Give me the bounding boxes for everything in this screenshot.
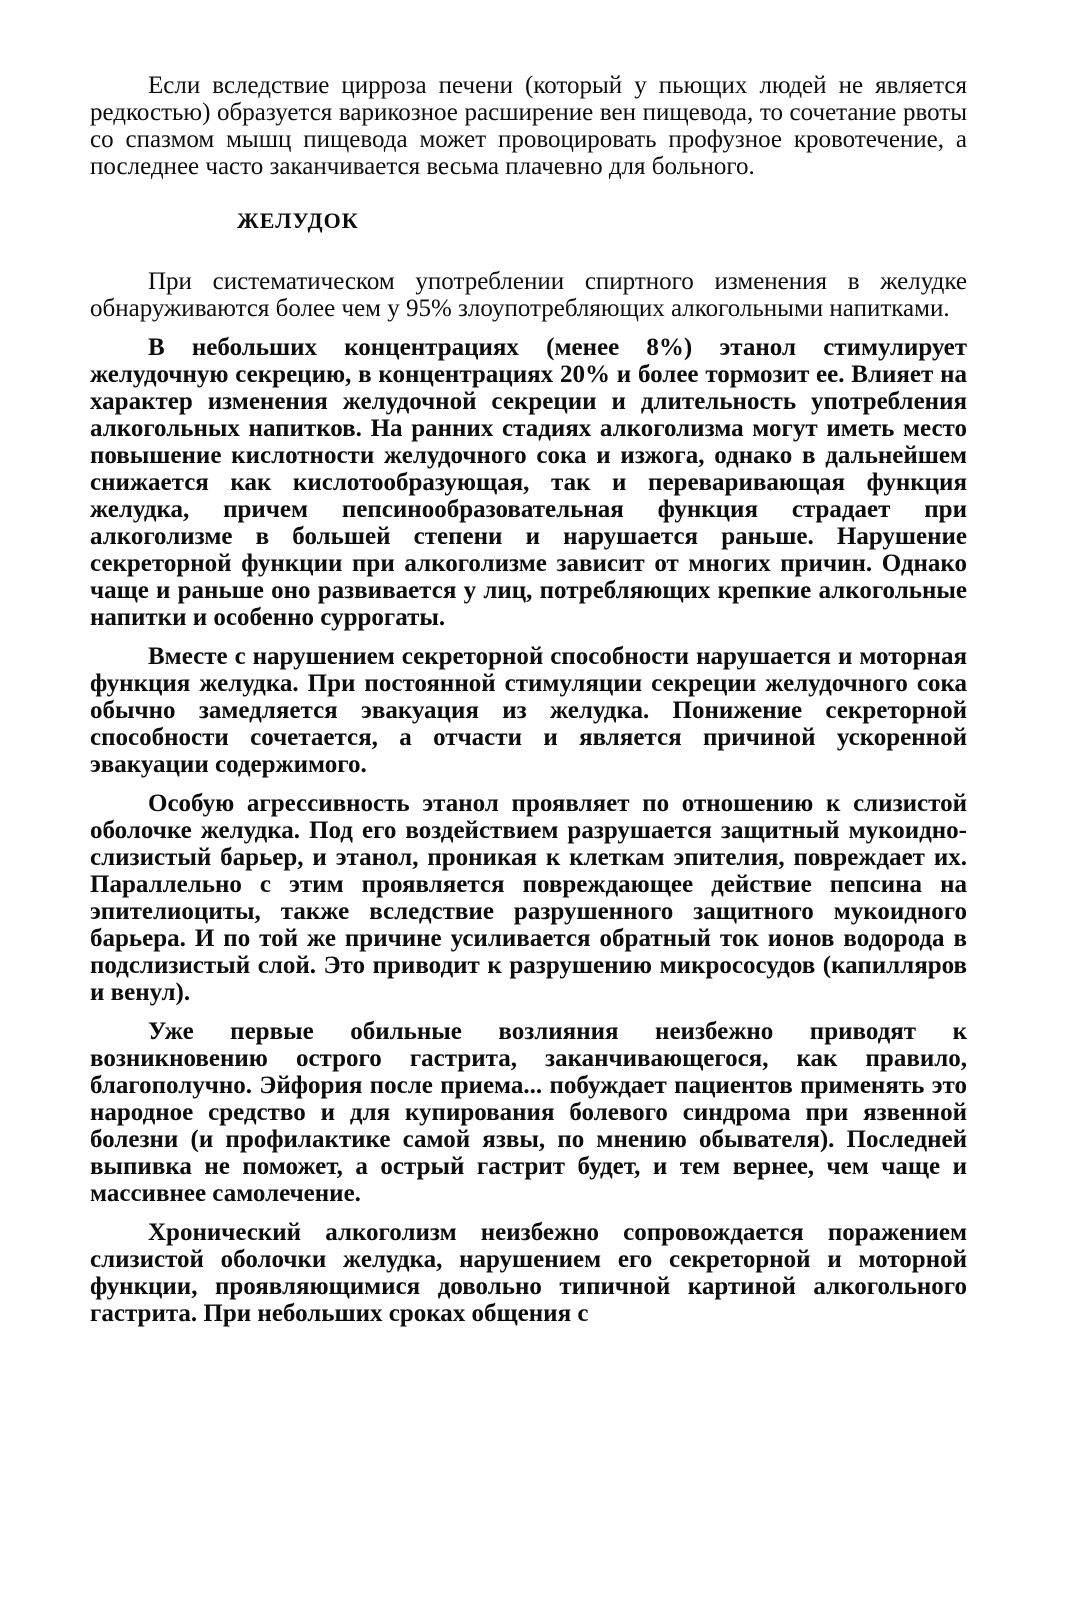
paragraph-mucosa: Особую агрессивность этанол проявляет по отношению к слизистой оболочке желудка. Под его воздействием разрушается защитный мукоидно-слизистый барьер, и этанол, проникая к клеткам эпителия, повреждает их. Параллельно с этим проявляется повреждающее действие пепсина на эпителиоциты, также вследствие разрушенного защитного мукоидного барьера. И по той же причине усиливается обратный ток ионов водорода в подслизистый слой. Это приводит к разрушению микрососудов (капилляров и венул). bbox=[90, 790, 967, 1006]
paragraph-esophagus: Если вследствие цирроза печени (который у пьющих людей не является редкостью) образуется варикозное расширение вен пищевода, то сочетание рвоты со спазмом мышц пищевода может провоцировать профузное кровотечение, а последнее часто заканчивается весьма плачевно для больного. bbox=[90, 72, 967, 180]
paragraph-acute-gastritis: Уже первые обильные возлияния неизбежно приводят к возникновению острого гастрита, заканчивающегося, как правило, благополучно. Эйфория после приема... побуждает пациентов применять это народное средство и для купирования болевого синдрома при язвенной болезни (и профилактике самой язвы, по мнению обывателя). Последней выпивка не поможет, а острый гастрит будет, и тем вернее, чем чаще и массивнее самолечение. bbox=[90, 1018, 967, 1207]
paragraph-stomach-intro: При систематическом употреблении спиртного изменения в желудке обнаруживаются более чем у 95% злоупотребляющих алкогольными напитками. bbox=[90, 268, 967, 322]
section-heading-stomach: ЖЕЛУДОК bbox=[237, 208, 359, 233]
document-page bbox=[90, 72, 967, 1572]
paragraph-motor-function: Вместе с нарушением секреторной способности нарушается и моторная функция желудка. При постоянной стимуляции секреции желудочного сока обычно замедляется эвакуация из желудка. Понижение секреторной способности сочетается, а отчасти и является причиной ускоренной эвакуации содержимого. bbox=[90, 643, 967, 778]
paragraph-chronic-alcoholism: Хронический алкоголизм неизбежно сопровождается поражением слизистой оболочки желудка, нарушением его секреторной и моторной функции, проявляющимися довольно типичной картиной алкогольного гастрита. При небольших сроках общения с bbox=[90, 1219, 967, 1327]
paragraph-secretion: В небольших концентрациях (менее 8%) этанол стимулирует желудочную секрецию, в концентрациях 20% и более тормозит ее. Влияет на характер изменения желудочной секреции и длительность употребления алкогольных напитков. На ранних стадиях алкоголизма могут иметь место повышение кислотности желудочного сока и изжога, однако в дальнейшем снижается как кислотообразующая, так и переваривающая функция желудка, причем пепсинообразовательная функция страдает при алкоголизме в большей степени и нарушается раньше. Нарушение секреторной функции при алкоголизме зависит от многих причин. Однако чаще и раньше оно развивается у лиц, потребляющих крепкие алкогольные напитки и особенно суррогаты. bbox=[90, 334, 967, 631]
